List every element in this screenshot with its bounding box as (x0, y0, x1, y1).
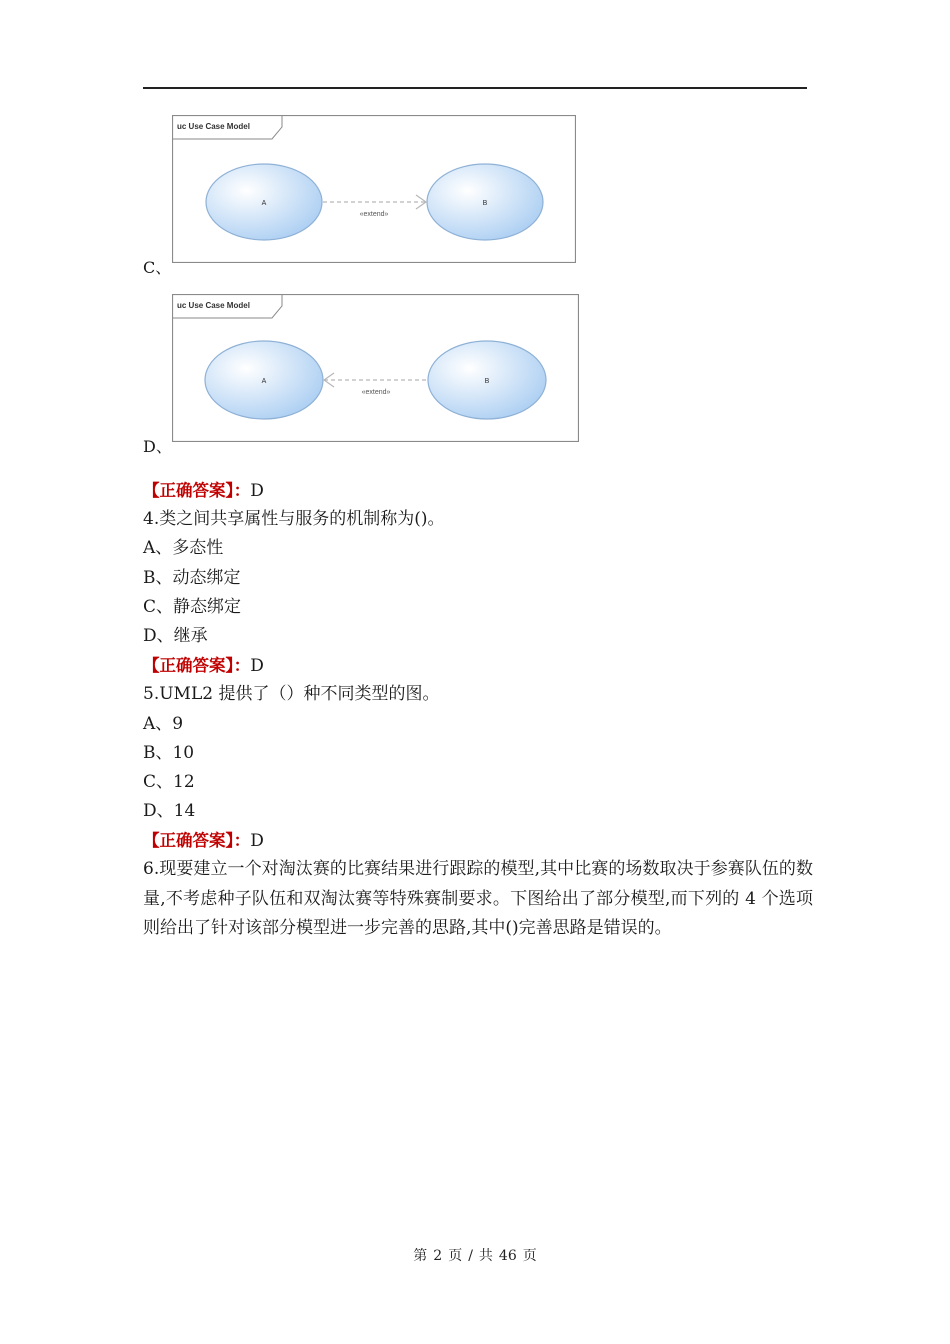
frame-title: uc Use Case Model (177, 301, 250, 310)
q5-option-c: C、12 (143, 771, 195, 792)
q3-answer-line (143, 476, 813, 505)
answer-tag: 【正确答案】： (143, 481, 251, 500)
use-case-b-label: B (484, 378, 490, 385)
footer-total-prefix: 共 (478, 1248, 493, 1264)
answer-tag: 【正确答案】： (143, 831, 251, 851)
answer-tag: 【正确答案】： (143, 656, 251, 676)
use-case-diagram-d (172, 294, 579, 442)
use-case-diagram-c (172, 115, 576, 263)
q4-answer-line (143, 651, 813, 680)
q4-option-d: D、继承 (143, 625, 208, 646)
q5-answer-value: D (250, 831, 264, 852)
header-rule (143, 87, 807, 89)
footer-separator: / (468, 1248, 473, 1264)
q4-option-b: B、动态绑定 (143, 567, 241, 588)
use-case-a-label: A (261, 200, 267, 207)
page-footer (0, 1245, 950, 1265)
q5-stem: 5.UML2 提供了（）种不同类型的图。 (143, 684, 440, 705)
option-c-label: C、 (143, 258, 172, 277)
footer-prefix: 第 (413, 1248, 428, 1264)
q5-option-a: A、9 (143, 713, 184, 734)
q5-option-b: B、10 (143, 742, 195, 763)
q4-option-a: A、多态性 (143, 538, 224, 559)
q6-stem: 6.现要建立一个对淘汰赛的比赛结果进行跟踪的模型,其中比赛的场数取决于参赛队伍的数 量,不考虑种子队伍和双淘汰赛等特殊赛制要求。下图给出了部分模型,而下列的 4 个选项 则给出了针对该部分模型进一步完善的思路,其中()完善思路是错误的。 (143, 859, 813, 938)
question-content (143, 476, 813, 943)
footer-page-word: 页 (448, 1248, 463, 1264)
option-d-label: D、 (143, 437, 172, 456)
q3-answer-value: D (250, 481, 264, 501)
footer-current-page: 2 (433, 1248, 443, 1264)
q5-answer-line (143, 826, 813, 855)
footer-total-suffix: 页 (522, 1248, 537, 1264)
extend-label: «extend» (361, 389, 391, 396)
q4-answer-value: D (250, 656, 264, 677)
footer-total-pages: 46 (498, 1248, 517, 1264)
extend-label: «extend» (359, 211, 389, 218)
use-case-a-label: A (261, 378, 267, 385)
use-case-b-label: B (482, 200, 488, 207)
frame-title: uc Use Case Model (177, 122, 250, 131)
q5-option-d: D、14 (143, 801, 196, 822)
q4-stem: 4.类之间共享属性与服务的机制称为()。 (143, 509, 445, 530)
q4-option-c: C、静态绑定 (143, 596, 242, 617)
